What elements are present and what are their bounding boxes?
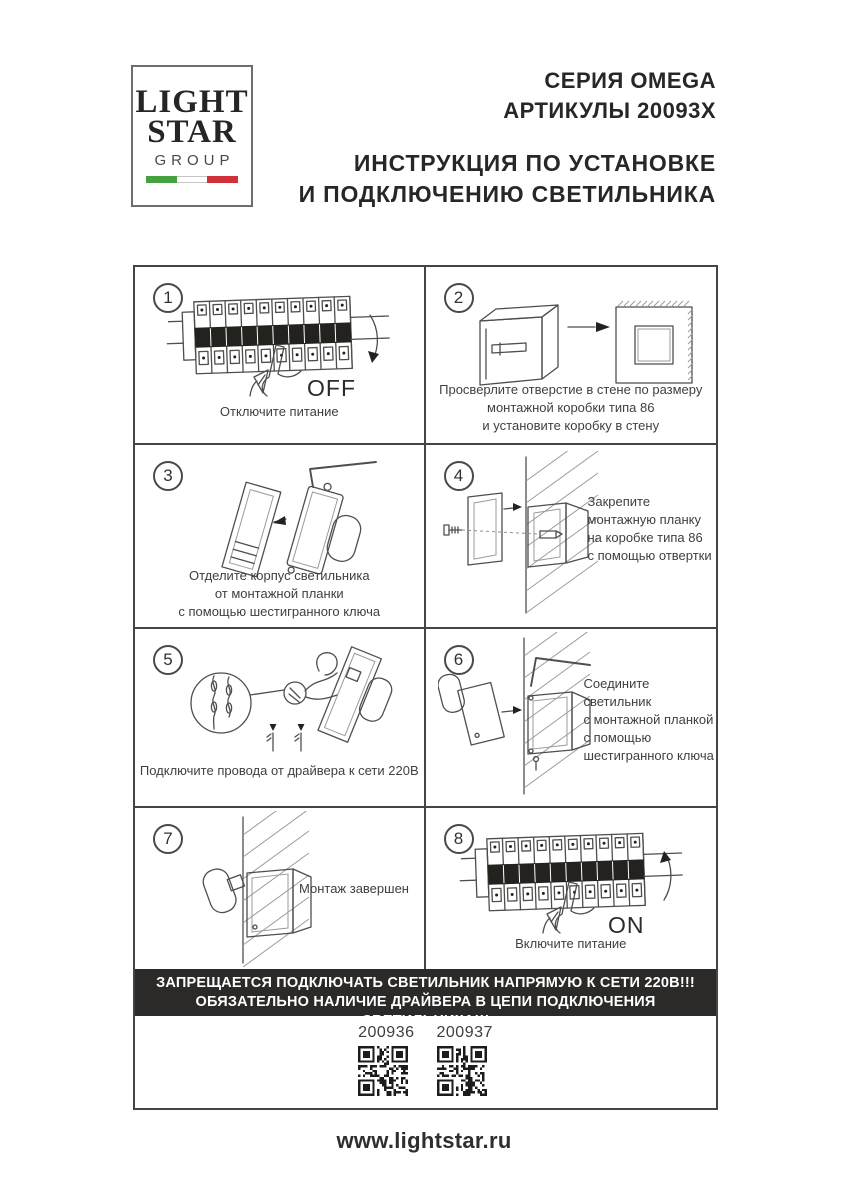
- arrow-right-icon: [568, 322, 610, 332]
- wire-connector-icons: [267, 724, 305, 751]
- step-number: 7: [163, 829, 173, 848]
- step-number-badge: [153, 461, 183, 491]
- switch-on-label: ON: [607, 912, 644, 938]
- warning-line2: ОБЯЗАТЕЛЬНО НАЛИЧИЕ ДРАЙВЕРА В ЦЕПИ ПОДКЛЮЧЕНИЯ СВЕТИЛЬНИКА!!!: [195, 994, 656, 1029]
- luminaire-body: [318, 647, 402, 751]
- step-number-badge: [444, 824, 474, 854]
- steps-table: [133, 265, 718, 1110]
- step-number: 3: [163, 466, 173, 485]
- series-title: СЕРИЯ OMEGA: [544, 68, 716, 93]
- warning-line1: ЗАПРЕЩАЕТСЯ ПОДКЛЮЧАТЬ СВЕТИЛЬНИК НАПРЯМУЮ К СЕТИ 220В!!!: [156, 975, 695, 991]
- flag-red-segment: [207, 176, 238, 183]
- hex-key-icon: [531, 658, 590, 686]
- step-1: [135, 267, 426, 445]
- qr-code: [437, 1046, 493, 1101]
- logo-word-light: LIGHT: [135, 84, 249, 120]
- wiring-connection-illustration: [153, 641, 408, 759]
- step-number: 5: [163, 650, 173, 669]
- step-number-badge: [153, 283, 183, 313]
- step-8: [426, 808, 717, 969]
- step-caption: Закрепите монтажную планку на коробке типа 86 с помощью отвертки: [587, 494, 712, 563]
- step-number-badge: [444, 461, 474, 491]
- step-caption: Отделите корпус светильника от монтажной планки с помощью шестигранного ключа: [178, 568, 381, 619]
- breaker-panel: [166, 295, 390, 375]
- logo-word-star: STAR: [147, 114, 237, 150]
- step-7: [135, 808, 426, 969]
- step-caption: Отключите питание: [219, 404, 339, 419]
- mounting-box: [480, 305, 558, 385]
- step-number: 4: [453, 466, 464, 485]
- wall-hatching: [524, 632, 590, 788]
- warning-banner: [135, 969, 716, 1029]
- step-number: 2: [453, 288, 464, 307]
- articles-title: АРТИКУЛЫ 20093X: [503, 98, 716, 123]
- step-caption: Монтаж завершен: [299, 881, 409, 896]
- step-number-badge: [153, 824, 183, 854]
- qr-block: [437, 1024, 493, 1101]
- wall-opening: [616, 301, 693, 383]
- step-caption: Соедините светильник с монтажной планкой с помощью шестигранного ключа: [583, 676, 714, 763]
- lightstar-logo: [131, 65, 253, 207]
- step-number: 1: [163, 288, 173, 307]
- mounting-plate: [222, 482, 281, 577]
- step-number-badge: [153, 645, 183, 675]
- arrow-right-icon: [504, 503, 522, 511]
- wall-box: [528, 503, 588, 567]
- luminaire-body: [438, 665, 504, 749]
- qr-section: [135, 1016, 716, 1108]
- article-number: 200937: [436, 1024, 493, 1041]
- circuit-breaker-on-illustration: [458, 816, 690, 940]
- mounting-plate: [468, 493, 502, 565]
- page-title: [299, 148, 716, 210]
- step-2: [426, 267, 717, 445]
- page-title-line2: И ПОДКЛЮЧЕНИЮ СВЕТИЛЬНИКА: [298, 181, 716, 207]
- step-4: [426, 445, 717, 629]
- screw-icon: [444, 525, 462, 535]
- mounted-luminaire-illustration: [165, 811, 315, 967]
- header: [299, 66, 716, 210]
- step-6: [426, 629, 717, 808]
- step-number-badge: [444, 283, 474, 313]
- logo-word-group: GROUP: [154, 152, 235, 169]
- detach-body-hex-key-illustration: [180, 457, 385, 579]
- wires: [305, 653, 337, 699]
- flag-green-segment: [146, 176, 177, 183]
- italian-flag-stripe: [146, 176, 238, 183]
- step-number: 6: [453, 650, 464, 669]
- arrow-right-icon: [502, 706, 522, 714]
- wall-box: [528, 692, 590, 770]
- qr-block: [358, 1024, 414, 1101]
- step-3: [135, 445, 426, 629]
- step-caption: Подключите провода от драйвера к сети 220В: [139, 763, 419, 778]
- luminaire-body: [285, 479, 371, 579]
- page-title-line1: ИНСТРУКЦИЯ ПО УСТАНОВКЕ: [353, 150, 716, 176]
- breaker-panel: [458, 832, 682, 912]
- step-caption: Просверлите отверстие в стене по размеру монтажной коробки типа 86 и установите коробку в стену: [439, 382, 703, 433]
- qr-code: [358, 1046, 414, 1101]
- hex-key-icon: [310, 462, 376, 487]
- step-5: [135, 629, 426, 808]
- step-number-badge: [444, 645, 474, 675]
- arrow-left-icon: [273, 516, 286, 525]
- circuit-breaker-off-illustration: [165, 279, 397, 403]
- step-number: 8: [453, 829, 464, 848]
- article-number: 200936: [358, 1024, 415, 1041]
- switch-off-label: OFF: [307, 375, 356, 401]
- step-caption: Включите питание: [515, 936, 627, 951]
- flag-white-segment: [177, 176, 208, 183]
- website-url: www.lightstar.ru: [336, 1128, 512, 1153]
